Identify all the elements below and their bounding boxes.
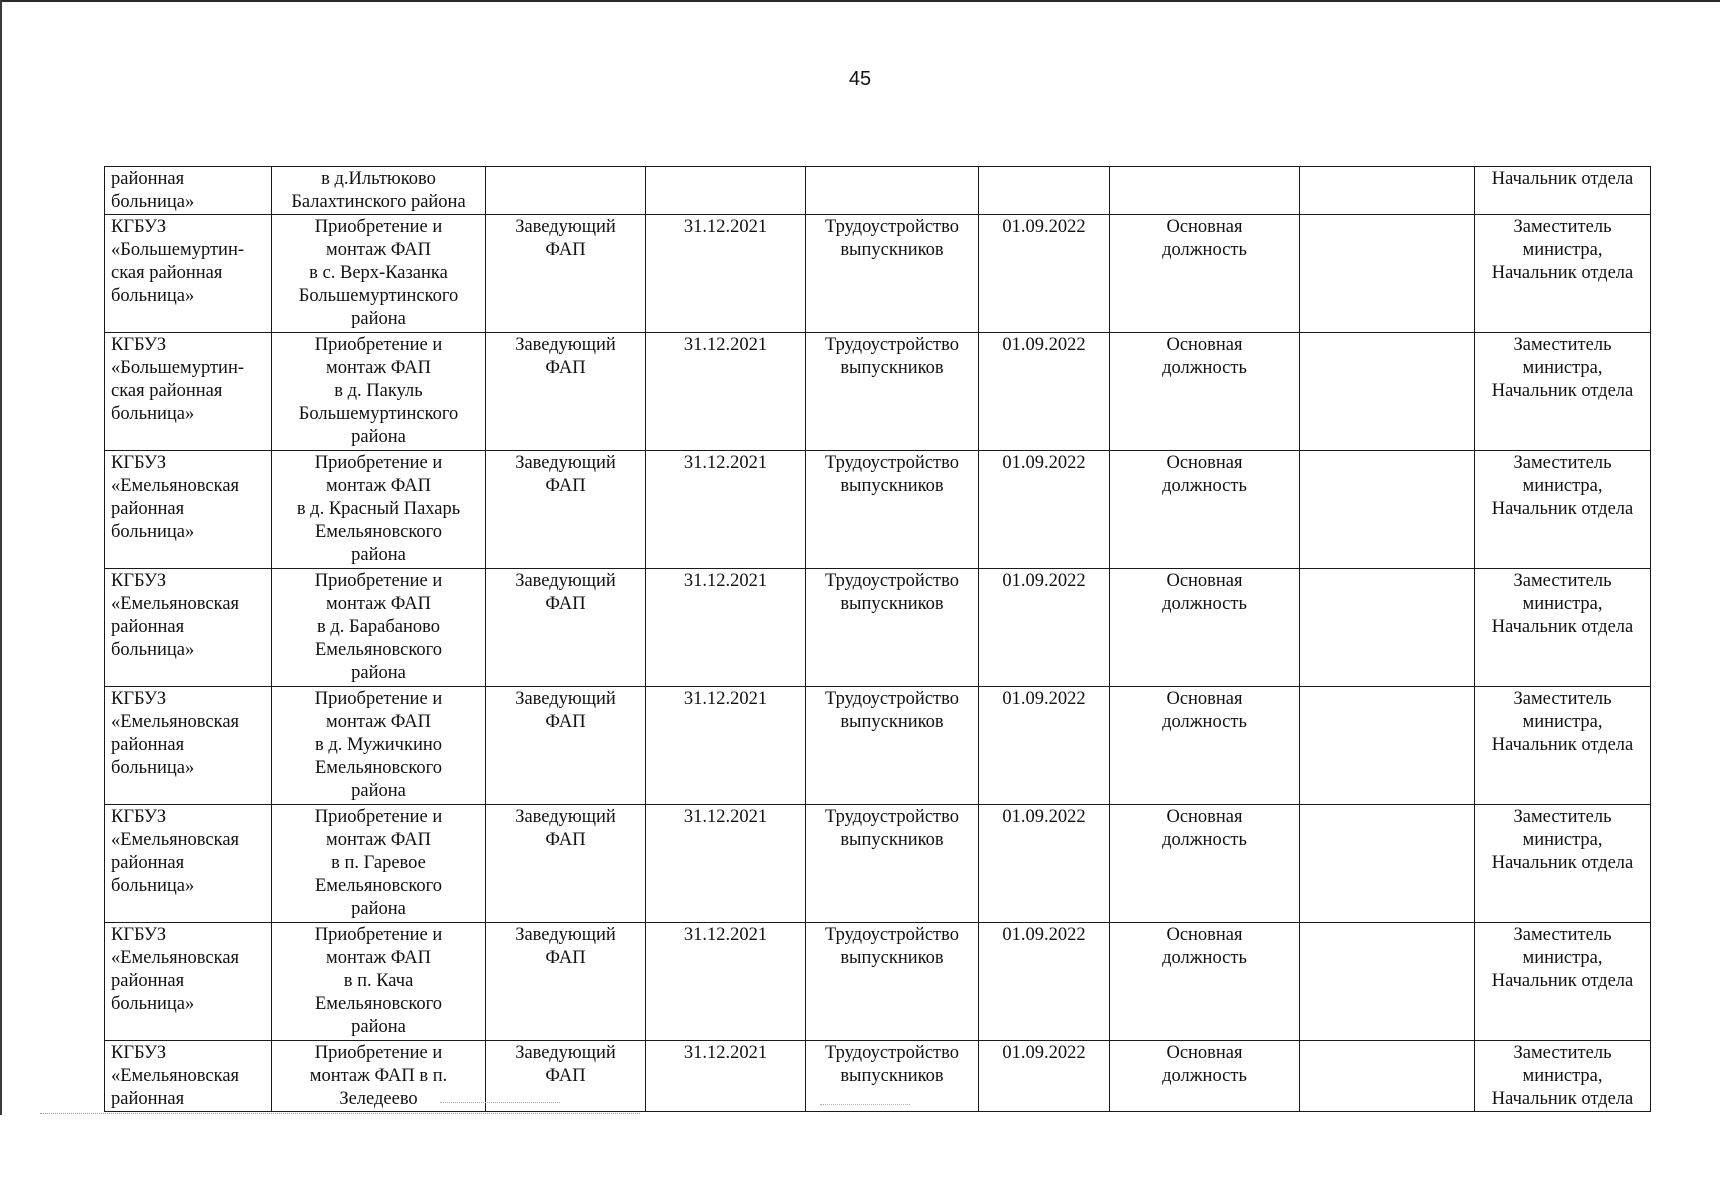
- post-text: Заведующий ФАП: [515, 807, 616, 850]
- table-row: [105, 451, 1651, 569]
- post-text: Заведующий ФАП: [515, 571, 616, 614]
- type-text: Основная должность: [1162, 453, 1247, 496]
- result-cell: [806, 451, 979, 569]
- extra-cell: [1300, 333, 1475, 451]
- org-cell: [105, 167, 272, 215]
- due-text: 01.09.2022: [1002, 453, 1086, 473]
- responsible-cell: [1475, 215, 1651, 333]
- action-cell: [272, 687, 486, 805]
- deadline-cell: [646, 569, 806, 687]
- due-text: 01.09.2022: [1002, 689, 1086, 709]
- org-text: КГБУЗ «Большемуртин- ская районная больница»: [111, 217, 245, 306]
- type-cell: [1110, 451, 1300, 569]
- result-cell: [806, 215, 979, 333]
- post-cell: [486, 333, 646, 451]
- responsible-text: Заместитель министра, Начальник отдела: [1491, 1043, 1634, 1109]
- type-text: Основная должность: [1162, 689, 1247, 732]
- result-cell: [806, 923, 979, 1041]
- deadline-text: 31.12.2021: [683, 217, 768, 237]
- result-text: Трудоустройство выпускников: [825, 807, 959, 850]
- org-text: КГБУЗ «Большемуртин- ская районная больница»: [111, 335, 245, 424]
- extra-cell: [1300, 167, 1475, 215]
- result-text: Трудоустройство выпускников: [825, 571, 959, 614]
- org-cell: [105, 1041, 272, 1112]
- responsible-cell: [1475, 805, 1651, 923]
- deadline-text: 31.12.2021: [683, 689, 768, 709]
- post-cell: [486, 687, 646, 805]
- scan-top-edge: [0, 0, 1720, 2]
- table-row: [105, 805, 1651, 923]
- table-row: [105, 569, 1651, 687]
- responsible-cell: [1475, 923, 1651, 1041]
- org-text: КГБУЗ «Емельяновская районная больница»: [111, 453, 240, 542]
- due-cell: [979, 167, 1110, 215]
- action-cell: [272, 451, 486, 569]
- type-text: Основная должность: [1162, 925, 1247, 968]
- type-cell: [1110, 687, 1300, 805]
- due-cell: [979, 569, 1110, 687]
- post-text: Заведующий ФАП: [515, 335, 616, 378]
- type-cell: [1110, 569, 1300, 687]
- action-cell: [272, 805, 486, 923]
- result-text: Трудоустройство выпускников: [825, 1043, 959, 1086]
- action-text: Приобретение и монтаж ФАП в п. Зеледеево: [309, 1043, 448, 1109]
- due-cell: [979, 333, 1110, 451]
- responsible-text: Начальник отдела: [1491, 169, 1634, 189]
- type-text: Основная должность: [1162, 807, 1247, 850]
- responsible-text: Заместитель министра, Начальник отдела: [1491, 335, 1634, 401]
- post-cell: [486, 923, 646, 1041]
- table-row: [105, 687, 1651, 805]
- deadline-text: 31.12.2021: [683, 925, 768, 945]
- deadline-text: 31.12.2021: [683, 1043, 768, 1063]
- action-text: Приобретение и монтаж ФАП в п. Гаревое Емельяновского района: [314, 807, 443, 919]
- due-cell: [979, 215, 1110, 333]
- deadline-text: 31.12.2021: [683, 335, 768, 355]
- due-text: 01.09.2022: [1002, 925, 1086, 945]
- responsible-text: Заместитель министра, Начальник отдела: [1491, 689, 1634, 755]
- responsible-cell: [1475, 451, 1651, 569]
- responsible-cell: [1475, 167, 1651, 215]
- post-text: Заведующий ФАП: [515, 689, 616, 732]
- type-cell: [1110, 923, 1300, 1041]
- due-text: 01.09.2022: [1002, 335, 1086, 355]
- type-cell: [1110, 1041, 1300, 1112]
- deadline-text: 31.12.2021: [683, 571, 768, 591]
- action-text: Приобретение и монтаж ФАП в с. Верх-Казанка Большемуртинского района: [298, 217, 459, 329]
- action-cell: [272, 167, 486, 215]
- type-text: Основная должность: [1162, 217, 1247, 260]
- due-text: 01.09.2022: [1002, 217, 1086, 237]
- deadline-cell: [646, 167, 806, 215]
- action-text: Приобретение и монтаж ФАП в д. Барабаново Емельяновского района: [314, 571, 443, 683]
- scan-left-edge: [0, 0, 2, 1115]
- org-text: КГБУЗ «Емельяновская районная больница»: [111, 689, 240, 778]
- due-text: 01.09.2022: [1002, 1043, 1086, 1063]
- responsible-cell: [1475, 333, 1651, 451]
- org-text: КГБУЗ «Емельяновская районная больница»: [111, 925, 240, 1014]
- due-cell: [979, 451, 1110, 569]
- measures-table: [104, 166, 1651, 1112]
- extra-cell: [1300, 569, 1475, 687]
- action-text: Приобретение и монтаж ФАП в д. Пакуль Большемуртинского района: [298, 335, 459, 447]
- table-body: [105, 167, 1651, 1112]
- type-cell: [1110, 167, 1300, 215]
- org-cell: [105, 333, 272, 451]
- responsible-cell: [1475, 1041, 1651, 1112]
- due-cell: [979, 805, 1110, 923]
- due-text: 01.09.2022: [1002, 807, 1086, 827]
- result-cell: [806, 167, 979, 215]
- post-cell: [486, 805, 646, 923]
- post-cell: [486, 569, 646, 687]
- org-text: районная больница»: [111, 169, 195, 212]
- result-cell: [806, 569, 979, 687]
- post-text: Заведующий ФАП: [515, 1043, 616, 1086]
- action-text: Приобретение и монтаж ФАП в д. Красный Пахарь Емельяновского района: [296, 453, 461, 565]
- post-text: Заведующий ФАП: [515, 217, 616, 260]
- deadline-text: 31.12.2021: [683, 807, 768, 827]
- scan-noise: [820, 1100, 910, 1105]
- org-cell: [105, 451, 272, 569]
- deadline-cell: [646, 805, 806, 923]
- type-text: Основная должность: [1162, 571, 1247, 614]
- org-text: КГБУЗ «Емельяновская районная: [111, 1043, 240, 1109]
- responsible-text: Заместитель министра, Начальник отдела: [1491, 453, 1634, 519]
- deadline-cell: [646, 923, 806, 1041]
- scan-noise: [440, 1098, 560, 1103]
- result-cell: [806, 687, 979, 805]
- result-cell: [806, 805, 979, 923]
- deadline-cell: [646, 215, 806, 333]
- extra-cell: [1300, 805, 1475, 923]
- org-cell: [105, 805, 272, 923]
- result-text: Трудоустройство выпускников: [825, 217, 959, 260]
- action-cell: [272, 215, 486, 333]
- post-text: Заведующий ФАП: [515, 925, 616, 968]
- extra-cell: [1300, 1041, 1475, 1112]
- action-cell: [272, 923, 486, 1041]
- post-text: Заведующий ФАП: [515, 453, 616, 496]
- action-text: Приобретение и монтаж ФАП в д. Мужичкино Емельяновского района: [314, 689, 443, 801]
- extra-cell: [1300, 215, 1475, 333]
- type-cell: [1110, 333, 1300, 451]
- due-cell: [979, 687, 1110, 805]
- responsible-cell: [1475, 687, 1651, 805]
- action-text: в д.Ильтюково Балахтинского района: [291, 169, 466, 212]
- table-row: [105, 215, 1651, 333]
- type-text: Основная должность: [1162, 335, 1247, 378]
- org-cell: [105, 569, 272, 687]
- due-cell: [979, 923, 1110, 1041]
- result-text: Трудоустройство выпускников: [825, 925, 959, 968]
- due-text: 01.09.2022: [1002, 571, 1086, 591]
- scan-noise: [40, 1113, 640, 1117]
- org-cell: [105, 687, 272, 805]
- type-cell: [1110, 805, 1300, 923]
- result-text: Трудоустройство выпускников: [825, 689, 959, 732]
- type-cell: [1110, 215, 1300, 333]
- table-row: [105, 923, 1651, 1041]
- extra-cell: [1300, 451, 1475, 569]
- deadline-cell: [646, 1041, 806, 1112]
- extra-cell: [1300, 923, 1475, 1041]
- org-cell: [105, 923, 272, 1041]
- table-row: [105, 167, 1651, 215]
- result-text: Трудоустройство выпускников: [825, 335, 959, 378]
- post-cell: [486, 451, 646, 569]
- responsible-cell: [1475, 569, 1651, 687]
- org-cell: [105, 215, 272, 333]
- deadline-text: 31.12.2021: [683, 453, 768, 473]
- deadline-cell: [646, 451, 806, 569]
- deadline-cell: [646, 687, 806, 805]
- table-row: [105, 333, 1651, 451]
- org-text: КГБУЗ «Емельяновская районная больница»: [111, 807, 240, 896]
- action-text: Приобретение и монтаж ФАП в п. Кача Емельяновского района: [314, 925, 443, 1037]
- extra-cell: [1300, 687, 1475, 805]
- page-number: 45: [848, 68, 872, 90]
- post-cell: [486, 215, 646, 333]
- action-cell: [272, 569, 486, 687]
- responsible-text: Заместитель министра, Начальник отдела: [1491, 807, 1634, 873]
- type-text: Основная должность: [1162, 1043, 1247, 1086]
- result-text: Трудоустройство выпускников: [825, 453, 959, 496]
- responsible-text: Заместитель министра, Начальник отдела: [1491, 925, 1634, 991]
- result-cell: [806, 333, 979, 451]
- due-cell: [979, 1041, 1110, 1112]
- post-cell: [486, 167, 646, 215]
- responsible-text: Заместитель министра, Начальник отдела: [1491, 217, 1634, 283]
- org-text: КГБУЗ «Емельяновская районная больница»: [111, 571, 240, 660]
- deadline-cell: [646, 333, 806, 451]
- responsible-text: Заместитель министра, Начальник отдела: [1491, 571, 1634, 637]
- action-cell: [272, 333, 486, 451]
